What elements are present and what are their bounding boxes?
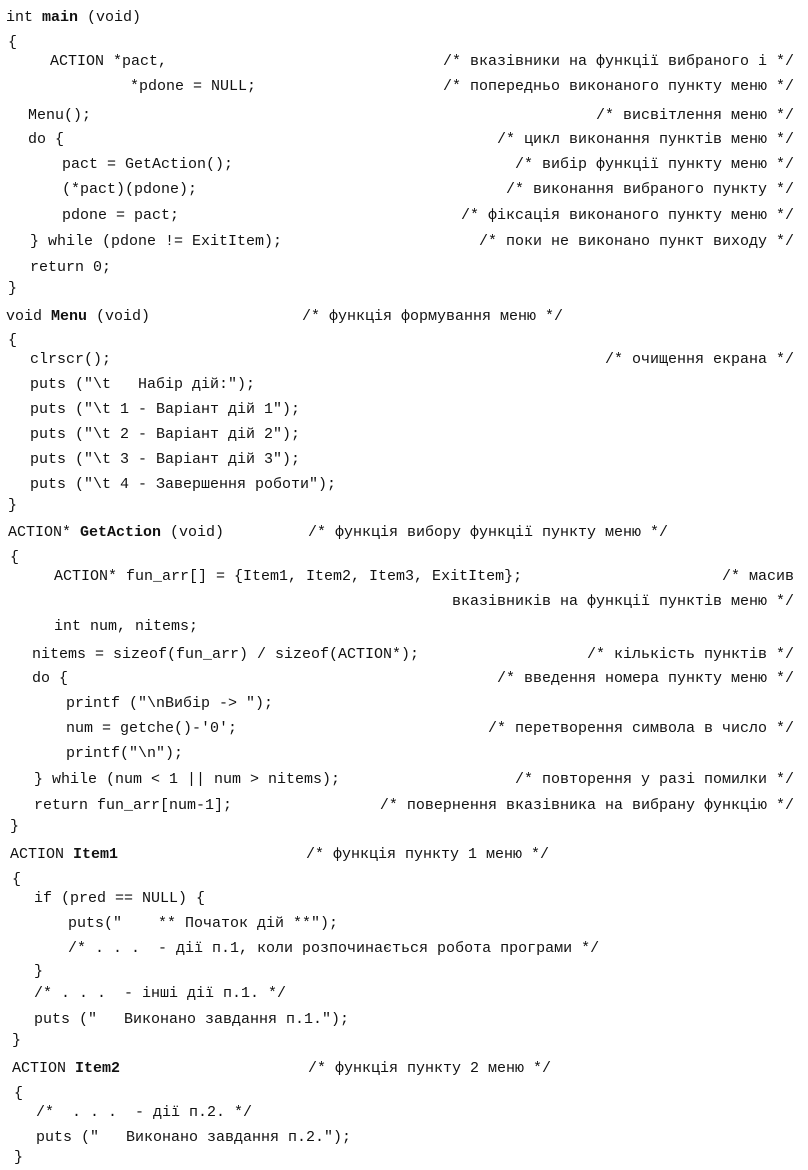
code-line [0, 1146, 808, 1170]
code-text: printf ("\nВибір -> "); [66, 695, 274, 712]
code-comment: /* перетворення символа в число */ [487, 720, 794, 737]
code-line [0, 277, 808, 301]
code-text: int num, nitems; [54, 618, 199, 635]
code-text: /* . . . - дії п.1, коли розпочинається робота програми */ [68, 940, 600, 957]
code-text: } while (num < 1 || num > nitems); [34, 771, 341, 788]
code-line [0, 50, 808, 74]
code-line [0, 494, 808, 518]
code-text: } while (pdone != ExitItem); [30, 233, 283, 250]
code-text: void Menu (void) [6, 308, 151, 325]
code-line [0, 153, 808, 177]
code-line [0, 373, 808, 397]
code-line [0, 423, 808, 447]
code-comment: /* введення номера пункту меню */ [496, 670, 794, 687]
code-text: } [8, 497, 18, 514]
code-line [0, 742, 808, 766]
code-line [0, 128, 808, 152]
code-comment: /* виконання вибраного пункту */ [505, 181, 794, 198]
code-text: int main (void) [6, 9, 142, 26]
code-comment: вказівників на функції пунктів меню */ [451, 593, 794, 610]
code-text: } [8, 280, 18, 297]
code-text: pact = GetAction(); [62, 156, 234, 173]
code-line [0, 305, 808, 329]
code-text: { [8, 332, 18, 349]
code-text: } [10, 818, 20, 835]
code-text: { [14, 1085, 24, 1102]
code-comment: /* функція пункту 2 меню */ [308, 1060, 552, 1077]
code-line [0, 960, 808, 984]
code-text: } [14, 1149, 24, 1166]
code-text: puts ("\t Набір дій:"); [30, 376, 256, 393]
code-text: printf("\n"); [66, 745, 184, 762]
code-text: puts ("\t 1 - Варіант дій 1"); [30, 401, 301, 418]
code-text: pdone = pact; [62, 207, 180, 224]
code-line [0, 565, 808, 589]
code-line [0, 643, 808, 667]
code-text: do { [32, 670, 69, 687]
code-comment: /* цикл виконання пунктів меню */ [496, 131, 794, 148]
code-comment: /* поки не виконано пункт виходу */ [478, 233, 794, 250]
code-comment: /* повторення у разі помилки */ [514, 771, 794, 788]
code-line [0, 590, 808, 614]
code-line [0, 204, 808, 228]
code-line [0, 348, 808, 372]
code-line [0, 104, 808, 128]
code-text: { [10, 549, 20, 566]
code-text: { [8, 34, 18, 51]
code-comment: /* очищення екрана */ [604, 351, 794, 368]
code-line [0, 615, 808, 639]
code-text: puts ("\t 2 - Варіант дій 2"); [30, 426, 301, 443]
code-line [0, 717, 808, 741]
code-text: puts (" Виконано завдання п.1."); [34, 1011, 350, 1028]
code-text: puts ("\t 3 - Варіант дій 3"); [30, 451, 301, 468]
code-text: ACTION Item1 [10, 846, 119, 863]
code-line [0, 6, 808, 30]
code-text: ACTION Item2 [12, 1060, 121, 1077]
code-text: return 0; [30, 259, 112, 276]
code-comment: /* попередньо виконаного пункту меню */ [442, 78, 794, 95]
code-comment: /* масив [721, 568, 794, 585]
code-line [0, 692, 808, 716]
code-line [0, 937, 808, 961]
code-line [0, 982, 808, 1006]
code-line [0, 1029, 808, 1053]
code-comment: /* повернення вказівника на вибрану функцію */ [379, 797, 794, 814]
code-text: /* . . . - інші дії п.1. */ [34, 985, 287, 1002]
code-comment: /* функція вибору функції пункту меню */ [308, 524, 669, 541]
code-line [0, 398, 808, 422]
code-text: num = getche()-'0'; [66, 720, 238, 737]
code-text: puts ("\t 4 - Завершення роботи"); [30, 476, 337, 493]
code-text: nitems = sizeof(fun_arr) / sizeof(ACTION*); [32, 646, 420, 663]
code-text: ACTION* fun_arr[] = {Item1, Item2, Item3, ExitItem}; [54, 568, 523, 585]
code-text: if (pred == NULL) { [34, 890, 206, 907]
code-text: return fun_arr[num-1]; [34, 797, 233, 814]
code-comment: /* висвітлення меню */ [595, 107, 794, 124]
code-comment: /* функція пункту 1 меню */ [306, 846, 550, 863]
code-line [0, 1101, 808, 1125]
code-line [0, 887, 808, 911]
code-text: puts(" ** Початок дій **"); [68, 915, 339, 932]
code-text: do { [28, 131, 65, 148]
code-line [0, 521, 808, 545]
code-line [0, 230, 808, 254]
code-text: ACTION* GetAction (void) [8, 524, 225, 541]
code-line [0, 912, 808, 936]
code-line [0, 75, 808, 99]
code-comment: /* фіксація виконаного пункту меню */ [460, 207, 794, 224]
code-comment: /* кількість пунктів */ [586, 646, 794, 663]
code-comment: /* вибір функції пункту меню */ [514, 156, 794, 173]
code-text: clrscr(); [30, 351, 112, 368]
code-line [0, 768, 808, 792]
code-text: (*pact)(pdone); [62, 181, 198, 198]
code-line [0, 815, 808, 839]
code-line [0, 178, 808, 202]
code-comment: /* вказівники на функції вибраного і */ [442, 53, 794, 70]
code-line [0, 1057, 808, 1081]
code-text: puts (" Виконано завдання п.2."); [36, 1129, 352, 1146]
code-line [0, 843, 808, 867]
code-text: } [34, 963, 44, 980]
code-line [0, 667, 808, 691]
code-text: *pdone = NULL; [130, 78, 257, 95]
code-text: { [12, 871, 22, 888]
code-text: Menu(); [28, 107, 92, 124]
code-comment: /* функція формування меню */ [302, 308, 564, 325]
code-text: } [12, 1032, 22, 1049]
code-text: ACTION *pact, [50, 53, 168, 70]
code-text: /* . . . - дії п.2. */ [36, 1104, 253, 1121]
code-line [0, 448, 808, 472]
